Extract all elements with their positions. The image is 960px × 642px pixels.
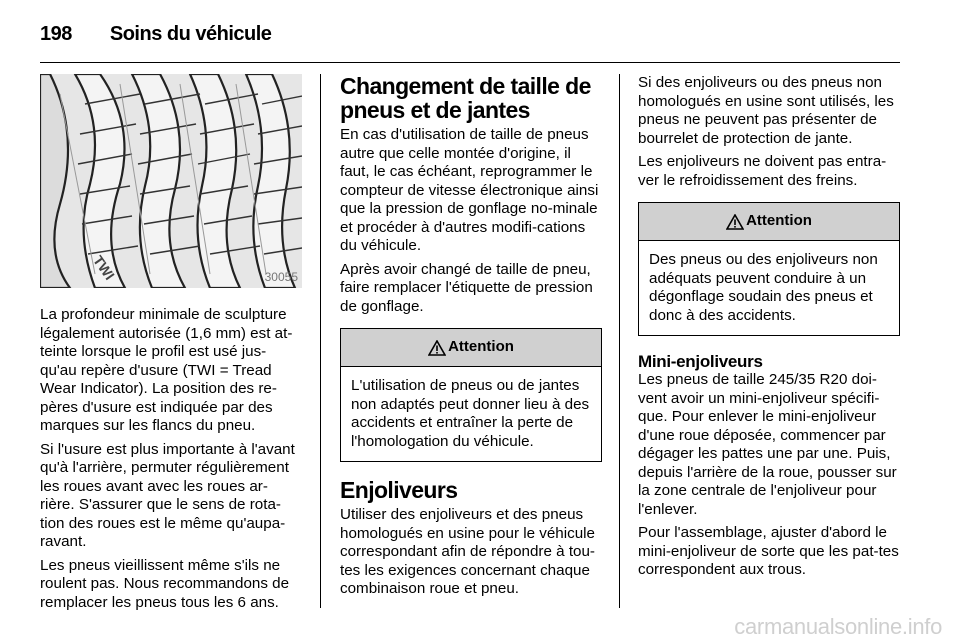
attention-box xyxy=(638,202,900,336)
page-number: 198 xyxy=(40,22,72,45)
attention-header xyxy=(639,203,899,241)
paragraph: Les pneus vieillissent même s'ils ne roulent pas. Nous recommandons de remplacer les pneus tous les 6 ans. xyxy=(40,556,290,611)
paragraph: Après avoir changé de taille de pneu, faire remplacer l'étiquette de pression de gonflage. xyxy=(340,260,593,315)
column-middle xyxy=(340,74,602,604)
heading-tire-size-change: Changement de taille de pneus et de jantes xyxy=(340,73,591,123)
attention-box xyxy=(340,328,602,462)
warning-triangle-icon xyxy=(726,214,744,230)
watermark: carmanualsonline.info xyxy=(734,614,942,639)
heading-hubcaps: Enjoliveurs xyxy=(340,477,458,503)
attention-text: Des pneus ou des enjoliveurs non adéquats peuvent conduire à un dégonflage soudain des pneus et donc à des accidents. xyxy=(649,251,878,324)
heading-mini-hubcaps: Mini-enjoliveurs xyxy=(638,352,763,371)
warning-triangle-icon xyxy=(428,340,446,356)
tire-tread-figure xyxy=(40,74,302,288)
attention-title: Attention xyxy=(448,338,514,356)
figure-code: 30055 xyxy=(264,269,298,284)
paragraph: Utiliser des enjoliveurs et des pneus homologués en usine pour le véhicule correspondant afin de répondre à tou-tes les exigences concernant chaque combinaison roue et pneu. xyxy=(340,506,595,597)
paragraph: La profondeur minimale de sculpture légalement autorisée (1,6 mm) est at-teinte lorsque le profil est usé jus-qu'au repère d'usure (TWI = Tread Wear Indicator). La position des re-pères d'usure est indiquée par des marques sur les flancs du pneu. xyxy=(40,306,293,434)
paragraph: Les enjoliveurs ne doivent pas entra-ver le refroidissement des freins. xyxy=(638,153,887,189)
attention-header xyxy=(341,329,601,367)
column-divider xyxy=(619,74,620,608)
page-header xyxy=(40,18,271,50)
attention-title: Attention xyxy=(746,212,812,230)
paragraph: En cas d'utilisation de taille de pneus autre que celle montée d'origine, il faut, le cas échéant, reprogrammer le compteur de vitesse électronique ainsi que la pression de gonflage no-minale et procéder à d'autres modifi-cations du véhicule. xyxy=(340,126,599,254)
paragraph: Si des enjoliveurs ou des pneus non homologués en usine sont utilisés, les pneus ne peuvent pas présenter de bourrelet de protection de jante. xyxy=(638,74,894,147)
tire-tread-illustration xyxy=(40,74,302,288)
section-title: Soins du véhicule xyxy=(109,22,272,45)
header-rule xyxy=(40,62,900,63)
attention-text: L'utilisation de pneus ou de jantes non adaptés peut donner lieu à des accidents et entraîner la perte de l'homologation du véhicule. xyxy=(351,377,590,450)
paragraph: Pour l'assemblage, ajuster d'abord le mini-enjoliveur de sorte que les pat-tes correspondent aux trous. xyxy=(638,524,899,578)
column-divider xyxy=(320,74,321,608)
column-right xyxy=(638,74,900,585)
column-left xyxy=(40,74,302,617)
tire-twi-label: TWI xyxy=(90,252,118,283)
paragraph: Les pneus de taille 245/35 R20 doi-vent avoir un mini-enjoliveur spécifi-que. Pour enlever le mini-enjoliveur d'une roue déposée, commencer par dégager les pattes une par une. Puis, depuis l'arrière de la roue, pousser sur la zone centrale de l'enjoliveur pour l'enlever. xyxy=(638,371,897,518)
paragraph: Si l'usure est plus importante à l'avant qu'à l'arrière, permuter régulièrement les roues avant avec les roues ar-rière. S'assurer que le sens de rota-tion des roues est le même qu'aupa-ravant. xyxy=(40,440,295,550)
